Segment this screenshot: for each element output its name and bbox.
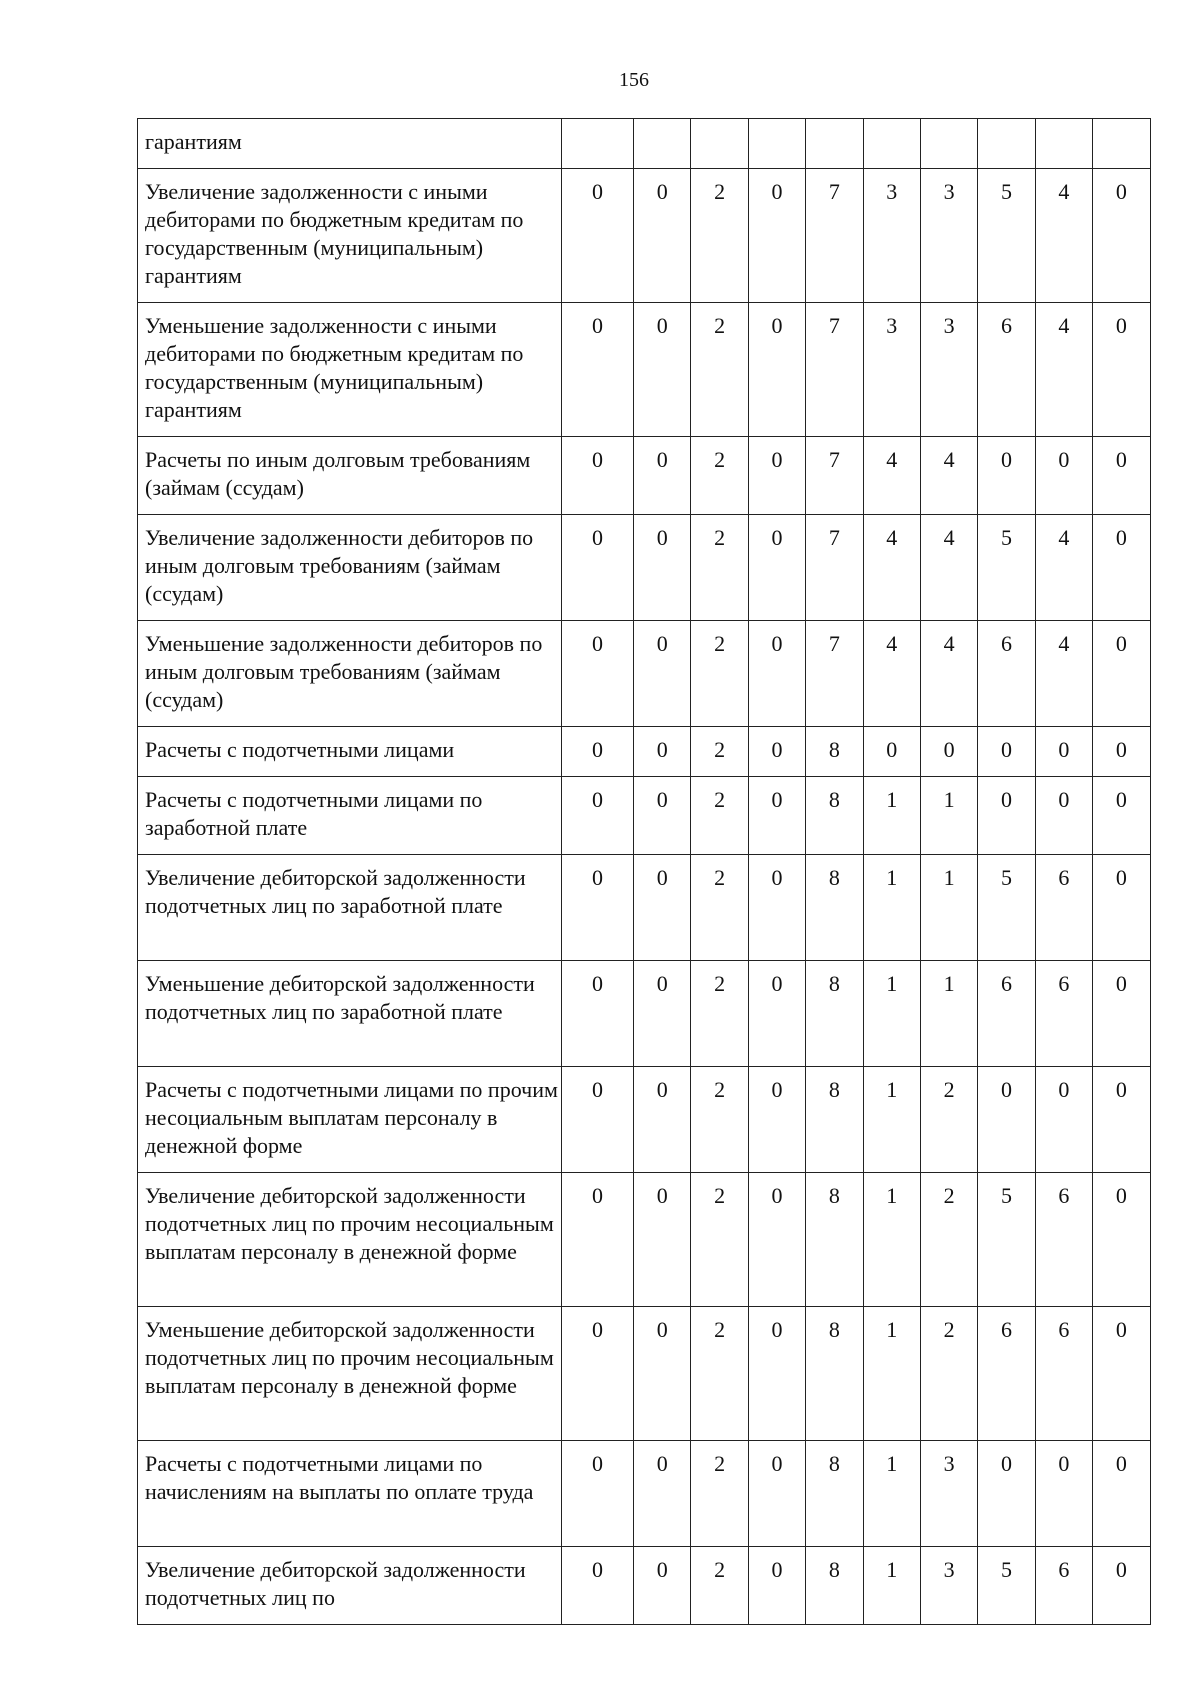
table-row [138, 961, 1151, 1067]
code-digit-cell: 0 [1035, 1441, 1092, 1547]
code-digit-cell: 1 [863, 855, 920, 961]
code-digit-cell: 0 [978, 777, 1035, 855]
code-digit-cell: 2 [691, 1173, 748, 1307]
code-digit-cell: 1 [863, 1547, 920, 1625]
code-digit-cell: 0 [562, 169, 634, 303]
code-digit-cell: 0 [1035, 1067, 1092, 1173]
code-digit-cell: 0 [634, 855, 691, 961]
code-digit-cell: 3 [920, 1441, 977, 1547]
code-digit-cell: 0 [748, 1547, 805, 1625]
code-digit-cell: 0 [634, 303, 691, 437]
code-digit-cell: 0 [748, 1173, 805, 1307]
code-digit-cell: 6 [1035, 1173, 1092, 1307]
row-name-cell: Уменьшение задолженности с иными дебиторами по бюджетным кредитам по государственным (муниципальным) гарантиям [138, 303, 562, 437]
code-digit-cell: 4 [920, 515, 977, 621]
code-digit-cell: 0 [634, 777, 691, 855]
code-digit-cell: 6 [1035, 1547, 1092, 1625]
code-digit-cell: 2 [691, 1307, 748, 1441]
code-digit-cell: 0 [1093, 169, 1150, 303]
code-digit-cell: 0 [562, 437, 634, 515]
code-digit-cell [562, 119, 634, 169]
table-row [138, 437, 1151, 515]
code-digit-cell: 0 [748, 1307, 805, 1441]
code-digit-cell: 5 [978, 169, 1035, 303]
code-digit-cell: 1 [863, 1307, 920, 1441]
table-row [138, 1307, 1151, 1441]
code-digit-cell: 0 [863, 727, 920, 777]
code-digit-cell: 1 [863, 1441, 920, 1547]
code-digit-cell: 0 [562, 1441, 634, 1547]
code-digit-cell: 0 [1035, 727, 1092, 777]
code-digit-cell: 0 [1093, 1547, 1150, 1625]
code-digit-cell: 2 [691, 777, 748, 855]
code-digit-cell: 6 [978, 1307, 1035, 1441]
code-digit-cell: 4 [920, 621, 977, 727]
code-digit-cell: 0 [562, 303, 634, 437]
code-digit-cell: 7 [806, 437, 863, 515]
code-digit-cell: 0 [748, 1441, 805, 1547]
code-digit-cell: 0 [634, 621, 691, 727]
code-digit-cell: 0 [1035, 777, 1092, 855]
code-digit-cell: 0 [978, 727, 1035, 777]
code-digit-cell: 0 [562, 777, 634, 855]
code-digit-cell: 0 [748, 727, 805, 777]
code-digit-cell: 0 [1093, 855, 1150, 961]
code-digit-cell: 0 [748, 961, 805, 1067]
code-digit-cell: 1 [863, 777, 920, 855]
code-digit-cell: 0 [748, 621, 805, 727]
code-digit-cell: 8 [806, 1547, 863, 1625]
row-name-cell: Расчеты с подотчетными лицами по начислениям на выплаты по оплате труда [138, 1441, 562, 1547]
code-digit-cell [634, 119, 691, 169]
code-digit-cell: 0 [634, 169, 691, 303]
code-digit-cell: 0 [634, 437, 691, 515]
code-digit-cell: 3 [920, 169, 977, 303]
code-digit-cell [691, 119, 748, 169]
code-digit-cell: 1 [920, 855, 977, 961]
code-digit-cell: 2 [691, 169, 748, 303]
code-digit-cell: 2 [691, 1441, 748, 1547]
code-digit-cell: 3 [863, 169, 920, 303]
code-digit-cell: 0 [748, 303, 805, 437]
table-row [138, 727, 1151, 777]
code-digit-cell: 4 [1035, 303, 1092, 437]
code-digit-cell: 1 [920, 961, 977, 1067]
table-row [138, 515, 1151, 621]
code-digit-cell: 0 [562, 1307, 634, 1441]
code-digit-cell: 0 [1035, 437, 1092, 515]
row-name-cell: Расчеты с подотчетными лицами [138, 727, 562, 777]
row-name-cell: Увеличение дебиторской задолженности подотчетных лиц по [138, 1547, 562, 1625]
code-digit-cell: 0 [634, 1441, 691, 1547]
code-digit-cell: 0 [634, 1067, 691, 1173]
code-digit-cell: 0 [562, 1173, 634, 1307]
code-digit-cell: 0 [748, 437, 805, 515]
code-digit-cell: 0 [748, 515, 805, 621]
row-name-cell: гарантиям [138, 119, 562, 169]
code-digit-cell [748, 119, 805, 169]
table-body [138, 119, 1151, 1625]
code-digit-cell: 0 [1093, 1441, 1150, 1547]
row-name-cell: Увеличение задолженности дебиторов по иным долговым требованиям (займам (ссудам) [138, 515, 562, 621]
code-digit-cell: 0 [748, 1067, 805, 1173]
page-number [0, 68, 1200, 92]
code-digit-cell: 0 [562, 1067, 634, 1173]
row-name-cell: Расчеты по иным долговым требованиям (займам (ссудам) [138, 437, 562, 515]
table-row [138, 1067, 1151, 1173]
code-digit-cell: 4 [920, 437, 977, 515]
code-digit-cell: 7 [806, 303, 863, 437]
code-digit-cell: 8 [806, 777, 863, 855]
code-digit-cell: 3 [920, 303, 977, 437]
code-digit-cell: 0 [1093, 961, 1150, 1067]
row-name-cell: Уменьшение задолженности дебиторов по иным долговым требованиям (займам (ссудам) [138, 621, 562, 727]
code-digit-cell: 0 [1093, 303, 1150, 437]
table-row [138, 621, 1151, 727]
code-digit-cell: 6 [978, 621, 1035, 727]
code-digit-cell: 5 [978, 1173, 1035, 1307]
row-name-cell: Расчеты с подотчетными лицами по заработной плате [138, 777, 562, 855]
code-digit-cell: 0 [634, 1173, 691, 1307]
code-digit-cell [1093, 119, 1150, 169]
code-digit-cell: 2 [920, 1067, 977, 1173]
code-digit-cell: 1 [863, 1173, 920, 1307]
code-digit-cell: 0 [1093, 437, 1150, 515]
table-row [138, 1173, 1151, 1307]
code-digit-cell [806, 119, 863, 169]
code-digit-cell: 0 [978, 437, 1035, 515]
page-number-text: 156 [619, 69, 649, 91]
code-digit-cell: 4 [1035, 515, 1092, 621]
code-digit-cell: 0 [562, 621, 634, 727]
code-digit-cell: 0 [1093, 1307, 1150, 1441]
code-digit-cell: 0 [562, 1547, 634, 1625]
code-digit-cell: 8 [806, 855, 863, 961]
code-digit-cell: 0 [978, 1441, 1035, 1547]
code-digit-cell: 0 [1093, 1173, 1150, 1307]
row-name-cell: Увеличение задолженности с иными дебиторами по бюджетным кредитам по государственным (муниципальным) гарантиям [138, 169, 562, 303]
table-row [138, 119, 1151, 169]
code-digit-cell: 0 [634, 1307, 691, 1441]
table-row [138, 1441, 1151, 1547]
code-digit-cell: 1 [920, 777, 977, 855]
code-digit-cell: 0 [1093, 727, 1150, 777]
code-digit-cell: 7 [806, 169, 863, 303]
code-digit-cell: 1 [863, 961, 920, 1067]
code-digit-cell [978, 119, 1035, 169]
code-digit-cell: 3 [920, 1547, 977, 1625]
code-digit-cell: 5 [978, 1547, 1035, 1625]
code-digit-cell: 5 [978, 855, 1035, 961]
code-digit-cell: 4 [863, 437, 920, 515]
row-name-cell: Уменьшение дебиторской задолженности подотчетных лиц по прочим несоциальным выплатам персоналу в денежной форме [138, 1307, 562, 1441]
code-digit-cell: 2 [691, 1067, 748, 1173]
row-name-cell: Уменьшение дебиторской задолженности подотчетных лиц по заработной плате [138, 961, 562, 1067]
code-digit-cell: 8 [806, 1067, 863, 1173]
code-digit-cell: 0 [920, 727, 977, 777]
table-row [138, 303, 1151, 437]
code-digit-cell: 0 [562, 855, 634, 961]
table-row [138, 1547, 1151, 1625]
table-row [138, 777, 1151, 855]
code-digit-cell: 5 [978, 515, 1035, 621]
table-row [138, 169, 1151, 303]
row-name-cell: Расчеты с подотчетными лицами по прочим несоциальным выплатам персоналу в денежной форме [138, 1067, 562, 1173]
table-row [138, 855, 1151, 961]
code-digit-cell: 3 [863, 303, 920, 437]
code-digit-cell: 2 [920, 1307, 977, 1441]
code-digit-cell: 2 [691, 515, 748, 621]
code-digit-cell: 0 [562, 515, 634, 621]
code-digit-cell: 0 [748, 777, 805, 855]
code-digit-cell: 7 [806, 515, 863, 621]
code-digit-cell: 0 [748, 169, 805, 303]
account-codes-table [137, 118, 1151, 1625]
code-digit-cell: 2 [691, 727, 748, 777]
code-digit-cell: 0 [634, 727, 691, 777]
code-digit-cell: 0 [978, 1067, 1035, 1173]
code-digit-cell [1035, 119, 1092, 169]
code-digit-cell: 2 [691, 855, 748, 961]
code-digit-cell: 6 [978, 303, 1035, 437]
code-digit-cell: 2 [691, 961, 748, 1067]
code-digit-cell: 6 [1035, 1307, 1092, 1441]
code-digit-cell: 0 [562, 961, 634, 1067]
row-name-cell: Увеличение дебиторской задолженности подотчетных лиц по заработной плате [138, 855, 562, 961]
code-digit-cell: 2 [691, 303, 748, 437]
code-digit-cell: 8 [806, 1441, 863, 1547]
code-digit-cell: 8 [806, 727, 863, 777]
code-digit-cell: 0 [748, 855, 805, 961]
code-digit-cell: 1 [863, 1067, 920, 1173]
code-digit-cell: 6 [1035, 855, 1092, 961]
code-digit-cell: 2 [691, 437, 748, 515]
code-digit-cell: 0 [1093, 621, 1150, 727]
code-digit-cell: 0 [1093, 515, 1150, 621]
code-digit-cell: 0 [634, 515, 691, 621]
code-digit-cell [863, 119, 920, 169]
code-digit-cell: 4 [1035, 169, 1092, 303]
code-digit-cell: 8 [806, 1173, 863, 1307]
code-digit-cell: 6 [1035, 961, 1092, 1067]
code-digit-cell: 7 [806, 621, 863, 727]
code-digit-cell: 4 [863, 515, 920, 621]
code-digit-cell: 2 [691, 1547, 748, 1625]
code-digit-cell: 4 [1035, 621, 1092, 727]
code-digit-cell: 2 [691, 621, 748, 727]
code-digit-cell: 6 [978, 961, 1035, 1067]
code-digit-cell: 8 [806, 1307, 863, 1441]
code-digit-cell: 8 [806, 961, 863, 1067]
code-digit-cell: 0 [562, 727, 634, 777]
code-digit-cell: 0 [634, 1547, 691, 1625]
row-name-cell: Увеличение дебиторской задолженности подотчетных лиц по прочим несоциальным выплатам персоналу в денежной форме [138, 1173, 562, 1307]
code-digit-cell: 2 [920, 1173, 977, 1307]
code-digit-cell: 0 [1093, 1067, 1150, 1173]
code-digit-cell: 0 [1093, 777, 1150, 855]
code-digit-cell: 0 [634, 961, 691, 1067]
code-digit-cell: 4 [863, 621, 920, 727]
code-digit-cell [920, 119, 977, 169]
